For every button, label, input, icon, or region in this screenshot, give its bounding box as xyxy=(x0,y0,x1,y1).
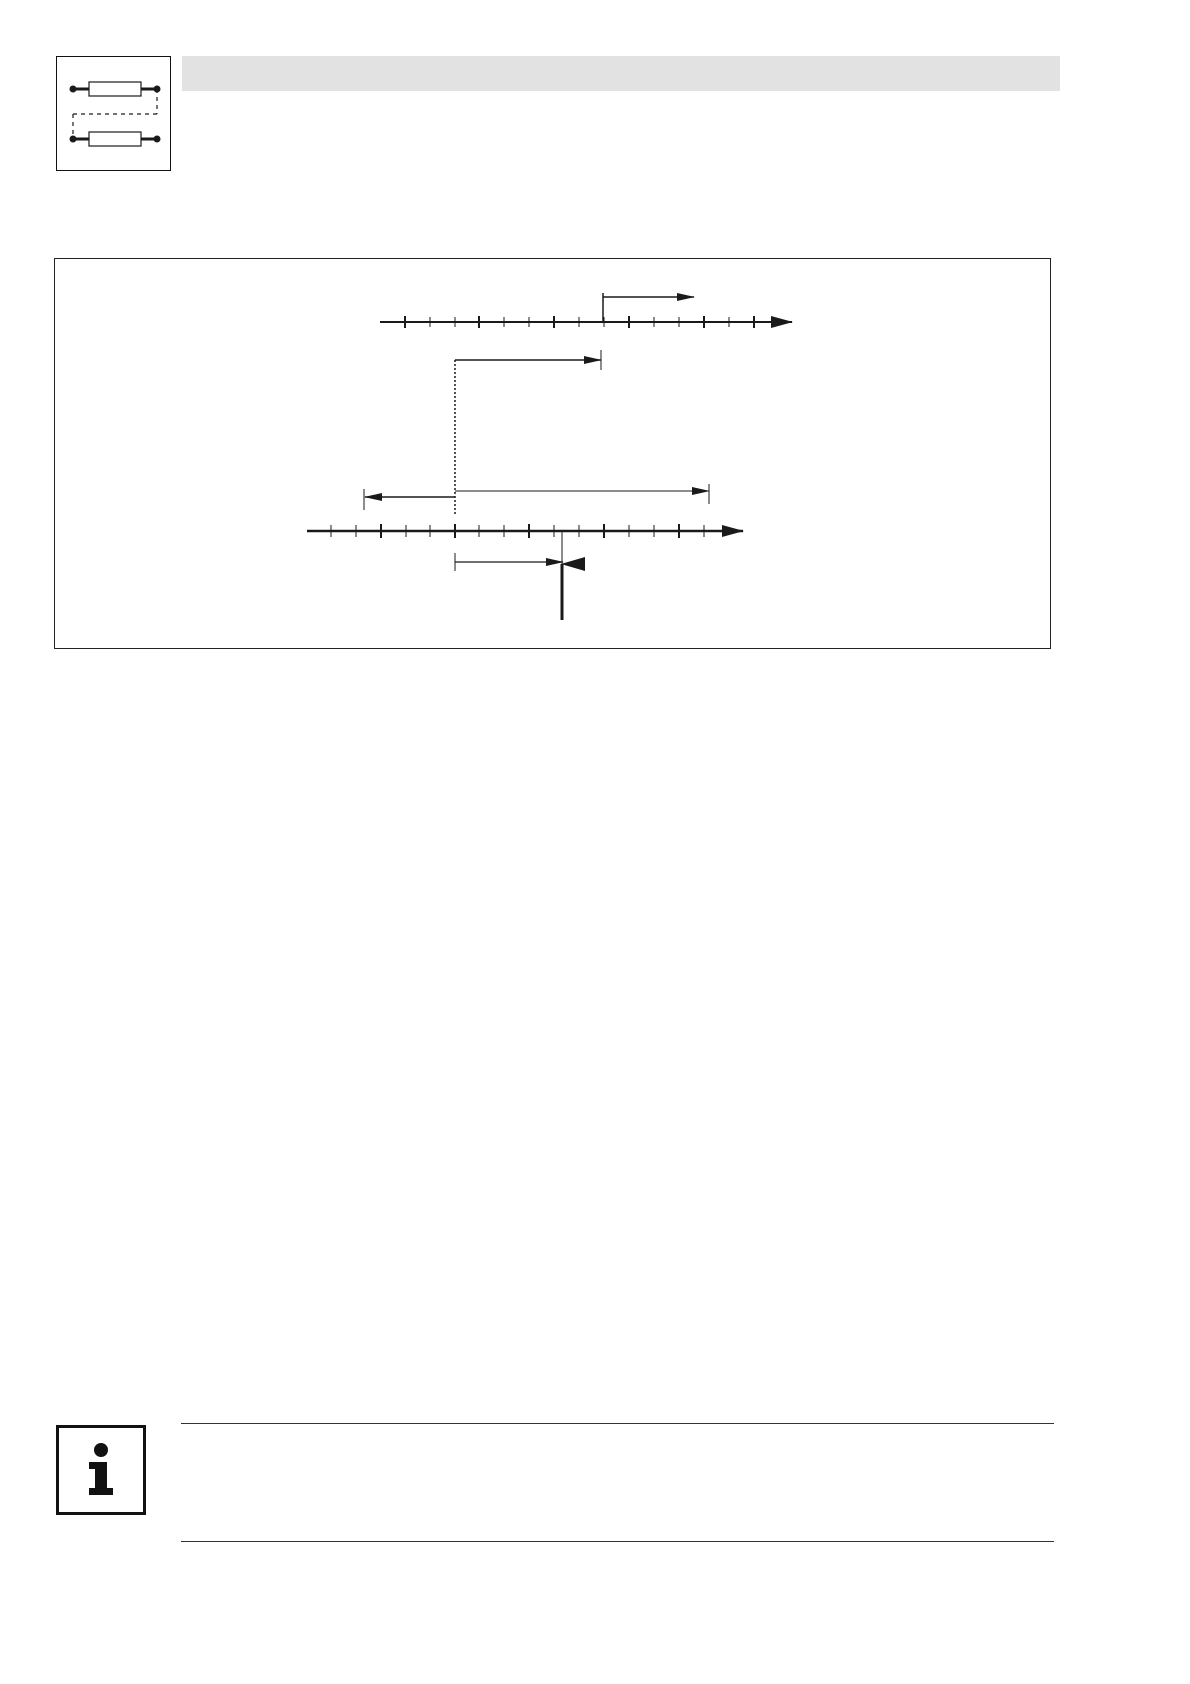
chapter-header-bar xyxy=(182,56,1060,91)
timing-diagram-figure xyxy=(54,258,1051,649)
info-icon xyxy=(56,1425,146,1515)
note-top-rule xyxy=(181,1423,1054,1424)
chapter-circuit-icon xyxy=(56,56,171,171)
note-bottom-rule xyxy=(181,1541,1054,1542)
timing-diagram xyxy=(55,259,1050,648)
